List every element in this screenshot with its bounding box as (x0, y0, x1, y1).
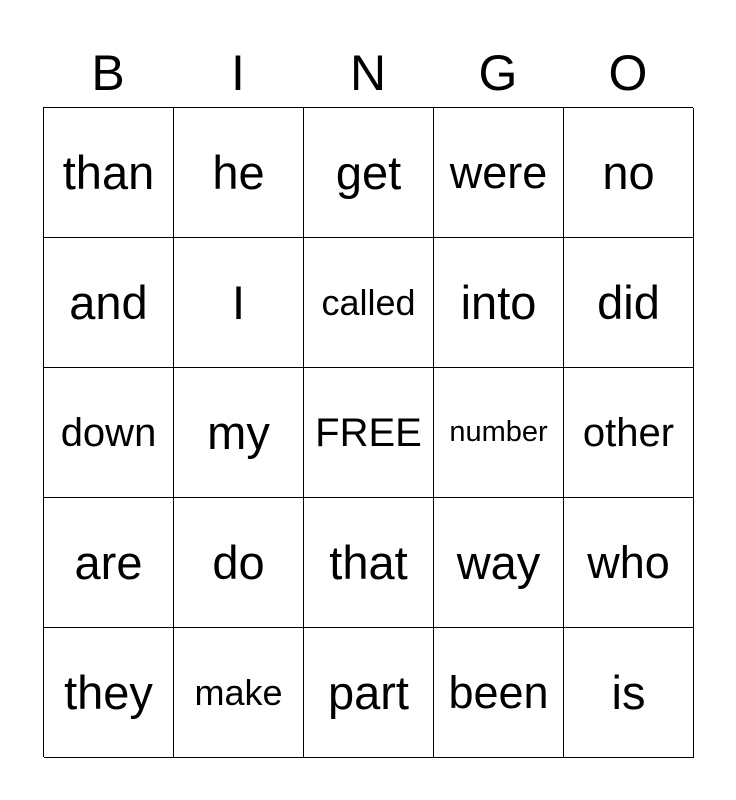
bingo-cell[interactable]: I (174, 238, 304, 368)
bingo-cell[interactable]: into (434, 238, 564, 368)
bingo-cell[interactable]: do (174, 498, 304, 628)
bingo-cell[interactable]: part (304, 628, 434, 758)
bingo-cell[interactable]: and (44, 238, 174, 368)
bingo-cell[interactable]: they (44, 628, 174, 758)
bingo-cell[interactable]: down (44, 368, 174, 498)
bingo-cell[interactable]: been (434, 628, 564, 758)
bingo-cell[interactable]: were (434, 108, 564, 238)
bingo-cell[interactable]: other (564, 368, 694, 498)
bingo-cell[interactable]: way (434, 498, 564, 628)
bingo-cell[interactable]: make (174, 628, 304, 758)
bingo-cell[interactable]: called (304, 238, 434, 368)
bingo-cell[interactable]: no (564, 108, 694, 238)
bingo-board (43, 107, 693, 757)
header-letter-g: G (478, 45, 518, 101)
header-letter-n: N (349, 45, 387, 101)
bingo-cell[interactable]: is (564, 628, 694, 758)
header-letter-i: I (231, 45, 245, 101)
bingo-cell[interactable]: he (174, 108, 304, 238)
bingo-cell[interactable]: my (174, 368, 304, 498)
header-letter-b: B (91, 45, 125, 101)
bingo-cell[interactable]: than (44, 108, 174, 238)
bingo-cell[interactable]: number (434, 368, 564, 498)
bingo-cell[interactable]: get (304, 108, 434, 238)
bingo-cell[interactable]: who (564, 498, 694, 628)
bingo-header (43, 38, 693, 108)
bingo-cell[interactable]: did (564, 238, 694, 368)
bingo-cell[interactable]: are (44, 498, 174, 628)
header-letter-o: O (608, 45, 648, 101)
bingo-cell[interactable]: that (304, 498, 434, 628)
free-space-cell[interactable]: FREE (304, 368, 434, 498)
